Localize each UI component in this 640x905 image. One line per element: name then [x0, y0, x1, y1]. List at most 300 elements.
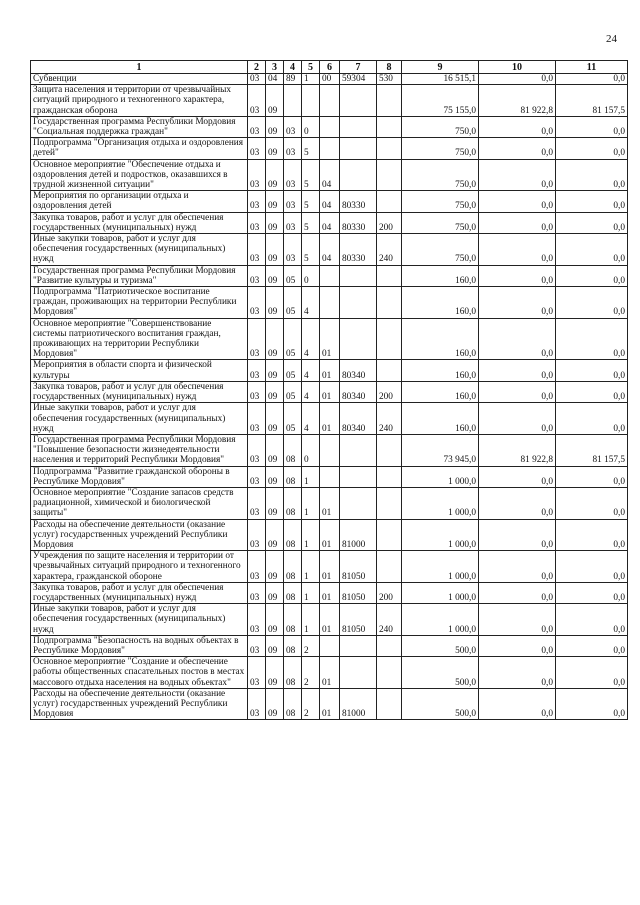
code-cell: 03 — [248, 657, 266, 689]
code-cell: 04 — [320, 191, 340, 212]
header-row — [31, 61, 628, 74]
amount-cell: 0,0 — [556, 635, 628, 656]
amount-cell: 0,0 — [479, 116, 556, 137]
amount-cell: 0,0 — [556, 191, 628, 212]
amount-cell: 0,0 — [479, 604, 556, 636]
code-cell: 03 — [248, 138, 266, 159]
code-cell: 04 — [320, 159, 340, 191]
table-row — [31, 287, 628, 319]
amount-cell: 0,0 — [556, 487, 628, 519]
code-cell: 08 — [284, 551, 302, 583]
code-cell: 00 — [320, 74, 340, 85]
code-cell: 04 — [320, 234, 340, 266]
header-cell: 8 — [377, 61, 402, 74]
code-cell: 09 — [266, 381, 284, 402]
code-cell — [377, 116, 402, 137]
code-cell: 4 — [302, 360, 320, 381]
code-cell — [340, 159, 377, 191]
code-cell: 80340 — [340, 360, 377, 381]
amount-cell: 0,0 — [556, 234, 628, 266]
code-cell — [320, 138, 340, 159]
code-cell: 09 — [266, 487, 284, 519]
code-cell: 200 — [377, 212, 402, 233]
code-cell: 03 — [248, 434, 266, 466]
table-row — [31, 487, 628, 519]
code-cell — [340, 318, 377, 360]
code-cell: 03 — [284, 191, 302, 212]
amount-cell: 160,0 — [402, 381, 479, 402]
code-cell: 08 — [284, 519, 302, 551]
code-cell: 4 — [302, 318, 320, 360]
code-cell: 09 — [266, 688, 284, 720]
code-cell: 03 — [248, 403, 266, 435]
code-cell: 08 — [284, 657, 302, 689]
code-cell: 03 — [284, 138, 302, 159]
code-cell: 81050 — [340, 604, 377, 636]
header-cell: 10 — [479, 61, 556, 74]
code-cell: 1 — [302, 487, 320, 519]
code-cell — [320, 466, 340, 487]
amount-cell: 0,0 — [479, 582, 556, 603]
amount-cell: 0,0 — [556, 74, 628, 85]
row-description: Подпрограмма "Безопасность на водных объектах в Республике Мордовия" — [31, 635, 248, 656]
table-row — [31, 519, 628, 551]
code-cell: 05 — [284, 287, 302, 319]
code-cell — [340, 466, 377, 487]
amount-cell: 75 155,0 — [402, 85, 479, 117]
code-cell: 03 — [248, 688, 266, 720]
code-cell: 08 — [284, 582, 302, 603]
budget-table — [30, 60, 628, 720]
header-cell: 9 — [402, 61, 479, 74]
code-cell: 2 — [302, 635, 320, 656]
amount-cell: 500,0 — [402, 688, 479, 720]
amount-cell: 750,0 — [402, 212, 479, 233]
table-row — [31, 74, 628, 85]
code-cell: 03 — [248, 582, 266, 603]
code-cell: 0 — [302, 265, 320, 286]
code-cell: 5 — [302, 191, 320, 212]
code-cell: 03 — [248, 74, 266, 85]
code-cell — [377, 159, 402, 191]
code-cell — [377, 138, 402, 159]
code-cell: 59304 — [340, 74, 377, 85]
amount-cell: 0,0 — [556, 265, 628, 286]
table-row — [31, 116, 628, 137]
code-cell: 4 — [302, 381, 320, 402]
table-row — [31, 159, 628, 191]
row-description: Закупка товаров, работ и услуг для обеспечения государственных (муниципальных) нужд — [31, 582, 248, 603]
row-description: Подпрограмма "Развитие гражданской обороны в Республике Мордовия" — [31, 466, 248, 487]
page-number: 24 — [606, 33, 617, 45]
code-cell: 5 — [302, 138, 320, 159]
header-cell: 11 — [556, 61, 628, 74]
row-description: Защита населения и территории от чрезвычайных ситуаций природного и техногенного характера, гражданская оборона — [31, 85, 248, 117]
code-cell — [340, 657, 377, 689]
code-cell: 09 — [266, 403, 284, 435]
amount-cell: 0,0 — [479, 191, 556, 212]
amount-cell: 160,0 — [402, 287, 479, 319]
code-cell — [377, 360, 402, 381]
amount-cell: 0,0 — [556, 287, 628, 319]
amount-cell: 160,0 — [402, 360, 479, 381]
code-cell — [377, 551, 402, 583]
amount-cell: 0,0 — [479, 265, 556, 286]
code-cell: 1 — [302, 74, 320, 85]
table-row — [31, 551, 628, 583]
amount-cell: 0,0 — [556, 403, 628, 435]
amount-cell: 0,0 — [556, 381, 628, 402]
amount-cell: 0,0 — [479, 287, 556, 319]
amount-cell: 160,0 — [402, 403, 479, 435]
row-description: Мероприятия по организации отдыха и оздоровления детей — [31, 191, 248, 212]
amount-cell: 0,0 — [556, 551, 628, 583]
code-cell: 03 — [248, 85, 266, 117]
amount-cell: 0,0 — [479, 551, 556, 583]
row-description: Учреждения по защите населения и территории от чрезвычайных ситуаций природного и техногенного характера, гражданской обороне — [31, 551, 248, 583]
amount-cell: 1 000,0 — [402, 519, 479, 551]
amount-cell: 500,0 — [402, 635, 479, 656]
code-cell: 01 — [320, 381, 340, 402]
table-row — [31, 191, 628, 212]
code-cell: 09 — [266, 234, 284, 266]
amount-cell: 0,0 — [479, 466, 556, 487]
row-description: Расходы на обеспечение деятельности (оказание услуг) государственных учреждений Республики Мордовия — [31, 688, 248, 720]
code-cell: 03 — [248, 519, 266, 551]
code-cell: 01 — [320, 487, 340, 519]
amount-cell: 1 000,0 — [402, 466, 479, 487]
amount-cell: 0,0 — [556, 688, 628, 720]
code-cell: 80340 — [340, 381, 377, 402]
code-cell: 200 — [377, 582, 402, 603]
code-cell: 01 — [320, 582, 340, 603]
row-description: Субвенции — [31, 74, 248, 85]
code-cell — [377, 635, 402, 656]
code-cell: 2 — [302, 657, 320, 689]
table-row — [31, 265, 628, 286]
code-cell: 05 — [284, 403, 302, 435]
header-cell: 1 — [31, 61, 248, 74]
row-description: Основное мероприятие "Создание и обеспечение работы общественных спасательных постов в местах массового отдыха населения на водных объектах" — [31, 657, 248, 689]
code-cell — [302, 85, 320, 117]
code-cell: 80330 — [340, 234, 377, 266]
code-cell: 09 — [266, 582, 284, 603]
amount-cell: 0,0 — [479, 487, 556, 519]
code-cell: 03 — [248, 360, 266, 381]
code-cell: 1 — [302, 519, 320, 551]
amount-cell: 0,0 — [556, 138, 628, 159]
header-cell: 2 — [248, 61, 266, 74]
code-cell — [340, 265, 377, 286]
amount-cell: 1 000,0 — [402, 487, 479, 519]
header-cell: 3 — [266, 61, 284, 74]
code-cell: 80340 — [340, 403, 377, 435]
code-cell: 1 — [302, 582, 320, 603]
code-cell: 240 — [377, 234, 402, 266]
code-cell: 4 — [302, 287, 320, 319]
header-cell: 5 — [302, 61, 320, 74]
amount-cell: 0,0 — [556, 212, 628, 233]
row-description: Государственная программа Республики Мордовия "Развитие культуры и туризма" — [31, 265, 248, 286]
code-cell: 03 — [248, 487, 266, 519]
table-row — [31, 234, 628, 266]
amount-cell: 160,0 — [402, 265, 479, 286]
code-cell: 01 — [320, 688, 340, 720]
code-cell: 01 — [320, 657, 340, 689]
code-cell: 09 — [266, 85, 284, 117]
amount-cell: 0,0 — [479, 360, 556, 381]
code-cell — [377, 466, 402, 487]
code-cell — [377, 191, 402, 212]
amount-cell: 750,0 — [402, 159, 479, 191]
row-description: Подпрограмма "Организация отдыха и оздоровления детей" — [31, 138, 248, 159]
code-cell — [377, 434, 402, 466]
table-row — [31, 318, 628, 360]
code-cell: 03 — [248, 234, 266, 266]
code-cell — [340, 635, 377, 656]
amount-cell: 1 000,0 — [402, 604, 479, 636]
row-description: Закупка товаров, работ и услуг для обеспечения государственных (муниципальных) нужд — [31, 381, 248, 402]
code-cell: 01 — [320, 403, 340, 435]
code-cell — [320, 265, 340, 286]
table-row — [31, 85, 628, 117]
code-cell: 05 — [284, 360, 302, 381]
code-cell: 80330 — [340, 191, 377, 212]
code-cell: 0 — [302, 116, 320, 137]
amount-cell: 0,0 — [556, 466, 628, 487]
code-cell: 03 — [248, 466, 266, 487]
row-description: Государственная программа Республики Мордовия "Повышение безопасности жизнедеятельности населения и территорий Республики Мордовия" — [31, 434, 248, 466]
table-row — [31, 657, 628, 689]
code-cell: 80330 — [340, 212, 377, 233]
code-cell: 09 — [266, 159, 284, 191]
table-row — [31, 635, 628, 656]
amount-cell: 0,0 — [479, 403, 556, 435]
row-description: Основное мероприятие "Обеспечение отдыха и оздоровления детей и подростков, оказавшихся в трудной жизненной ситуации" — [31, 159, 248, 191]
amount-cell: 0,0 — [479, 234, 556, 266]
amount-cell: 0,0 — [556, 582, 628, 603]
header-cell: 6 — [320, 61, 340, 74]
code-cell — [340, 287, 377, 319]
amount-cell: 0,0 — [479, 688, 556, 720]
code-cell: 5 — [302, 212, 320, 233]
code-cell — [377, 287, 402, 319]
code-cell: 08 — [284, 635, 302, 656]
code-cell: 08 — [284, 604, 302, 636]
code-cell — [340, 434, 377, 466]
amount-cell: 73 945,0 — [402, 434, 479, 466]
code-cell: 4 — [302, 403, 320, 435]
code-cell: 03 — [284, 116, 302, 137]
table-row — [31, 360, 628, 381]
code-cell: 03 — [248, 318, 266, 360]
table-row — [31, 466, 628, 487]
row-description: Основное мероприятие "Создание запасов средств радиационной, химической и биологической защиты" — [31, 487, 248, 519]
code-cell: 09 — [266, 551, 284, 583]
code-cell: 81000 — [340, 688, 377, 720]
row-description: Подпрограмма "Патриотическое воспитание граждан, проживающих на территории Республики Мордовия" — [31, 287, 248, 319]
code-cell — [340, 487, 377, 519]
table-row — [31, 688, 628, 720]
table-row — [31, 381, 628, 402]
amount-cell: 0,0 — [556, 657, 628, 689]
code-cell — [320, 434, 340, 466]
code-cell: 03 — [284, 212, 302, 233]
row-description: Мероприятия в области спорта и физической культуры — [31, 360, 248, 381]
table-row — [31, 212, 628, 233]
amount-cell: 81 922,8 — [479, 85, 556, 117]
amount-cell: 0,0 — [556, 360, 628, 381]
table-row — [31, 434, 628, 466]
table-row — [31, 604, 628, 636]
code-cell: 01 — [320, 551, 340, 583]
code-cell: 09 — [266, 657, 284, 689]
code-cell: 08 — [284, 688, 302, 720]
amount-cell: 81 157,5 — [556, 85, 628, 117]
code-cell — [320, 635, 340, 656]
code-cell: 01 — [320, 604, 340, 636]
code-cell — [320, 85, 340, 117]
code-cell: 01 — [320, 360, 340, 381]
code-cell: 5 — [302, 159, 320, 191]
code-cell: 81050 — [340, 582, 377, 603]
code-cell: 03 — [248, 635, 266, 656]
code-cell: 5 — [302, 234, 320, 266]
header-cell: 7 — [340, 61, 377, 74]
code-cell: 240 — [377, 604, 402, 636]
code-cell: 81000 — [340, 519, 377, 551]
amount-cell: 81 157,5 — [556, 434, 628, 466]
amount-cell: 0,0 — [556, 159, 628, 191]
code-cell: 2 — [302, 688, 320, 720]
code-cell: 09 — [266, 287, 284, 319]
code-cell: 05 — [284, 265, 302, 286]
code-cell — [320, 287, 340, 319]
code-cell — [284, 85, 302, 117]
amount-cell: 0,0 — [479, 519, 556, 551]
amount-cell: 1 000,0 — [402, 551, 479, 583]
amount-cell: 750,0 — [402, 191, 479, 212]
code-cell: 05 — [284, 318, 302, 360]
amount-cell: 0,0 — [479, 318, 556, 360]
code-cell: 09 — [266, 138, 284, 159]
amount-cell: 0,0 — [479, 657, 556, 689]
code-cell: 03 — [248, 287, 266, 319]
code-cell: 03 — [248, 116, 266, 137]
code-cell: 09 — [266, 116, 284, 137]
amount-cell: 500,0 — [402, 657, 479, 689]
code-cell — [377, 487, 402, 519]
code-cell: 03 — [248, 551, 266, 583]
amount-cell: 16 515,1 — [402, 74, 479, 85]
code-cell: 01 — [320, 318, 340, 360]
amount-cell: 0,0 — [479, 212, 556, 233]
amount-cell: 160,0 — [402, 318, 479, 360]
amount-cell: 750,0 — [402, 138, 479, 159]
code-cell: 05 — [284, 381, 302, 402]
code-cell: 09 — [266, 434, 284, 466]
amount-cell: 0,0 — [479, 138, 556, 159]
table-body — [31, 74, 628, 720]
code-cell — [377, 318, 402, 360]
code-cell: 04 — [320, 212, 340, 233]
code-cell: 1 — [302, 604, 320, 636]
row-description: Государственная программа Республики Мордовия "Социальная поддержка граждан" — [31, 116, 248, 137]
code-cell: 03 — [248, 265, 266, 286]
row-description: Основное мероприятие "Совершенствование системы патриотического воспитания граждан, проживающих на территории Республики Мордовия" — [31, 318, 248, 360]
amount-cell: 0,0 — [556, 519, 628, 551]
amount-cell: 0,0 — [479, 635, 556, 656]
row-description: Иные закупки товаров, работ и услуг для обеспечения государственных (муниципальных) нужд — [31, 403, 248, 435]
amount-cell: 1 000,0 — [402, 582, 479, 603]
code-cell: 1 — [302, 551, 320, 583]
code-cell: 08 — [284, 466, 302, 487]
amount-cell: 81 922,8 — [479, 434, 556, 466]
code-cell — [377, 519, 402, 551]
code-cell: 03 — [284, 234, 302, 266]
code-cell — [377, 657, 402, 689]
code-cell: 08 — [284, 487, 302, 519]
amount-cell: 0,0 — [479, 381, 556, 402]
header-cell: 4 — [284, 61, 302, 74]
code-cell: 03 — [248, 604, 266, 636]
code-cell: 09 — [266, 635, 284, 656]
code-cell — [340, 138, 377, 159]
code-cell: 09 — [266, 466, 284, 487]
code-cell: 03 — [248, 159, 266, 191]
amount-cell: 0,0 — [479, 159, 556, 191]
row-description: Закупка товаров, работ и услуг для обеспечения государственных (муниципальных) нужд — [31, 212, 248, 233]
amount-cell: 0,0 — [556, 604, 628, 636]
code-cell: 03 — [248, 191, 266, 212]
code-cell: 03 — [284, 159, 302, 191]
amount-cell: 0,0 — [479, 74, 556, 85]
code-cell — [340, 85, 377, 117]
code-cell — [320, 116, 340, 137]
table-row — [31, 138, 628, 159]
code-cell: 200 — [377, 381, 402, 402]
amount-cell: 0,0 — [556, 116, 628, 137]
code-cell: 09 — [266, 318, 284, 360]
table-row — [31, 582, 628, 603]
code-cell: 09 — [266, 360, 284, 381]
code-cell: 1 — [302, 466, 320, 487]
code-cell: 09 — [266, 212, 284, 233]
amount-cell: 750,0 — [402, 234, 479, 266]
code-cell: 81050 — [340, 551, 377, 583]
code-cell: 09 — [266, 191, 284, 212]
code-cell: 530 — [377, 74, 402, 85]
code-cell: 09 — [266, 519, 284, 551]
code-cell — [377, 688, 402, 720]
code-cell: 04 — [266, 74, 284, 85]
code-cell: 08 — [284, 434, 302, 466]
code-cell: 01 — [320, 519, 340, 551]
row-description: Иные закупки товаров, работ и услуг для обеспечения государственных (муниципальных) нужд — [31, 604, 248, 636]
code-cell: 03 — [248, 381, 266, 402]
code-cell: 03 — [248, 212, 266, 233]
code-cell — [377, 265, 402, 286]
code-cell — [340, 116, 377, 137]
table-row — [31, 403, 628, 435]
code-cell: 240 — [377, 403, 402, 435]
code-cell: 09 — [266, 265, 284, 286]
amount-cell: 750,0 — [402, 116, 479, 137]
row-description: Иные закупки товаров, работ и услуг для обеспечения государственных (муниципальных) нужд — [31, 234, 248, 266]
amount-cell: 0,0 — [556, 318, 628, 360]
code-cell: 09 — [266, 604, 284, 636]
code-cell: 0 — [302, 434, 320, 466]
